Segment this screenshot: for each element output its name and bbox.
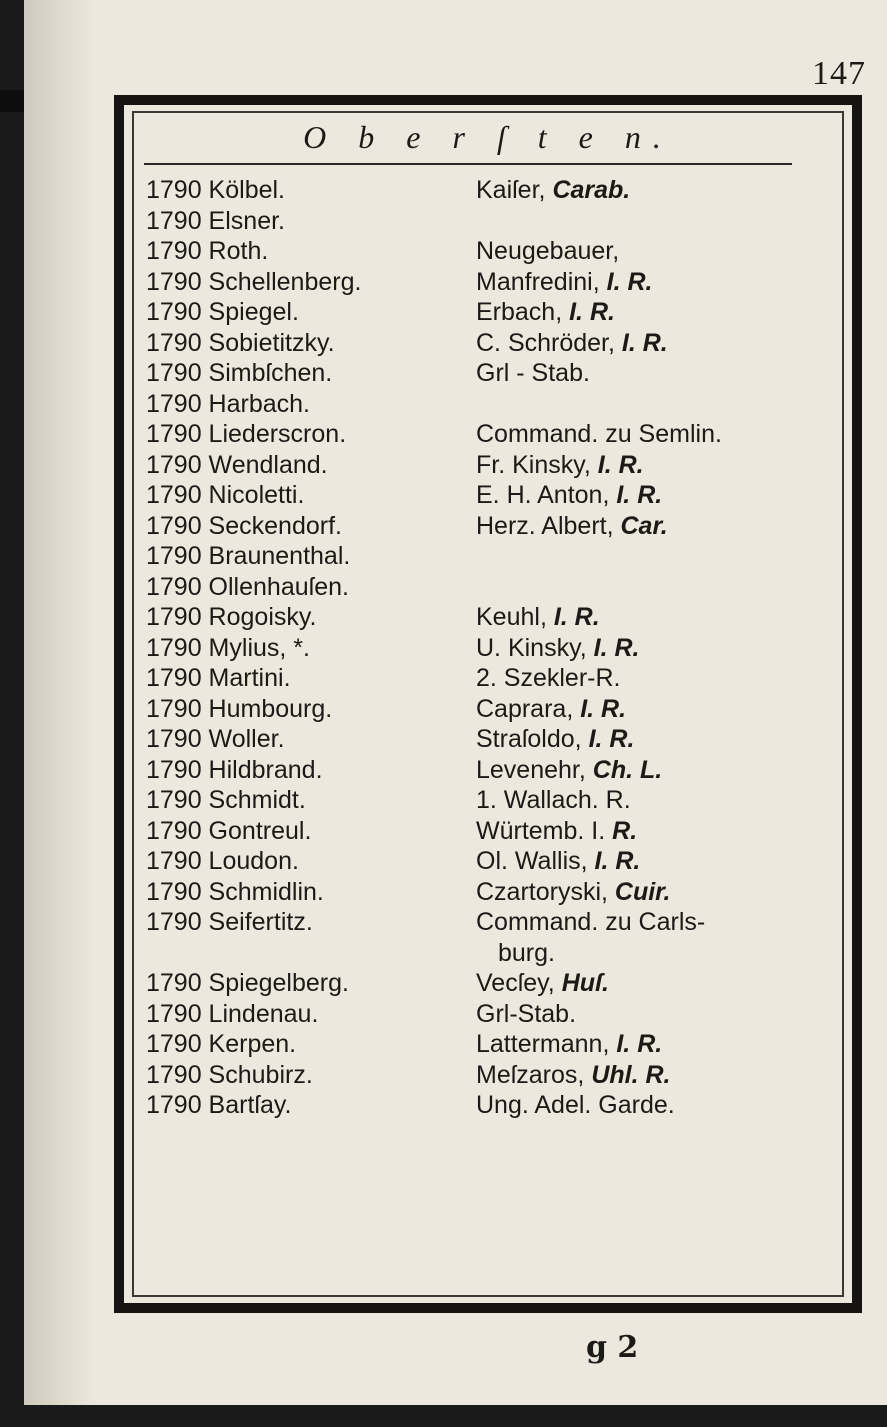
officer-assignment (476, 480, 842, 511)
officer-assignment (476, 755, 842, 786)
assignment-unit: Uhl. R. (591, 1060, 671, 1089)
officer-name: 1790 Sobietitzky. (146, 328, 335, 357)
officer-row (146, 846, 842, 877)
assignment-unit: I. R. (588, 725, 635, 753)
officer-list (146, 175, 842, 1121)
officer-assignment (476, 785, 842, 816)
assignment-unit: I. R. (597, 450, 644, 479)
officer-row (146, 1029, 842, 1060)
officer-assignment (476, 724, 842, 755)
assignment-text: 2. Szekler-R. (476, 664, 621, 692)
officer-row (146, 785, 842, 816)
officer-row (146, 694, 842, 725)
assignment-text: Command. zu Semlin. (476, 420, 722, 448)
assignment-unit: Ch. L. (592, 755, 663, 784)
officer-row (146, 907, 842, 968)
assignment-unit: I. R. (616, 1030, 663, 1058)
officer-name: 1790 Kerpen. (146, 1030, 297, 1058)
officer-name: 1790 Schmidlin. (146, 877, 324, 906)
assignment-text: Fr. Kinsky, (476, 450, 598, 479)
officer-name: 1790 Bartſay. (146, 1091, 292, 1119)
assignment-unit: Huſ. (561, 969, 609, 997)
officer-row (146, 450, 842, 481)
officer-assignment (476, 541, 842, 572)
officer-name: 1790 Spiegel. (146, 298, 299, 326)
officer-assignment (476, 236, 842, 267)
officer-name: 1790 Kölbel. (146, 176, 286, 204)
officer-name: 1790 Braunenthal. (146, 542, 351, 570)
assignment-unit: I. R. (594, 847, 641, 875)
officer-row (146, 663, 842, 694)
assignment-text: Ung. Adel. Garde. (476, 1091, 675, 1119)
officer-assignment (476, 877, 842, 908)
officer-assignment (476, 1029, 842, 1060)
assignment-text: Herz. Albert, (476, 511, 621, 540)
section-title: O b e r ſ t e n. (303, 119, 673, 155)
officer-row (146, 267, 842, 298)
officer-name: 1790 Simbſchen. (146, 359, 333, 387)
officer-name: 1790 Roth. (146, 237, 269, 265)
officer-row (146, 297, 842, 328)
signature-mark: g 2 (586, 1330, 639, 1365)
officer-assignment (476, 175, 842, 206)
officer-row (146, 755, 842, 786)
officer-assignment (476, 663, 842, 694)
gutter-shadow (24, 0, 94, 1405)
officer-row (146, 236, 842, 267)
officer-name: 1790 Schmidt. (146, 786, 306, 814)
assignment-continuation: burg. (498, 938, 555, 967)
assignment-text: Command. zu Carls- (476, 908, 706, 936)
assignment-unit: Carab. (552, 176, 631, 204)
assignment-text: 1. Wallach. R. (476, 786, 631, 814)
assignment-unit: Cuir. (614, 877, 671, 906)
binding-edge (0, 90, 24, 112)
assignment-text: Keuhl, (476, 603, 554, 631)
officer-assignment (476, 297, 842, 328)
border-frame (114, 95, 862, 1313)
officer-row (146, 968, 842, 999)
assignment-unit: Car. (620, 511, 668, 540)
assignment-unit: R. (612, 816, 638, 845)
officer-name: 1790 Elsner. (146, 206, 285, 235)
officer-row (146, 389, 842, 420)
assignment-text: Grl-Stab. (476, 999, 577, 1028)
officer-name: 1790 Liederscron. (146, 420, 347, 448)
officer-assignment (476, 1060, 842, 1091)
assignment-text: Grl - Stab. (476, 359, 590, 387)
officer-row (146, 419, 842, 450)
officer-row (146, 633, 842, 664)
assignment-text: Meſzaros, (476, 1060, 592, 1089)
officer-row (146, 602, 842, 633)
officer-row (146, 480, 842, 511)
officer-name: 1790 Gontreul. (146, 816, 312, 845)
officer-name: 1790 Nicoletti. (146, 481, 305, 509)
officer-assignment (476, 572, 842, 603)
officer-row (146, 358, 842, 389)
officer-name: 1790 Lindenau. (146, 999, 319, 1028)
assignment-text: Vecſey, (476, 969, 562, 997)
assignment-unit: I. R. (606, 267, 653, 296)
officer-row (146, 1060, 842, 1091)
officer-assignment (476, 907, 842, 968)
assignment-unit: I. R. (580, 694, 627, 723)
officer-name: 1790 Harbach. (146, 389, 311, 418)
officer-row (146, 572, 842, 603)
officer-row (146, 206, 842, 237)
assignment-text: Neugebauer, (476, 237, 620, 265)
officer-name: 1790 Seckendorf. (146, 511, 342, 540)
page-number: 147 (812, 55, 866, 92)
officer-assignment (476, 267, 842, 298)
officer-assignment (476, 389, 842, 420)
assignment-text: Erbach, (476, 298, 570, 326)
officer-assignment (476, 633, 842, 664)
officer-assignment (476, 816, 842, 847)
book-page (24, 0, 887, 1405)
officer-row (146, 816, 842, 847)
officer-row (146, 999, 842, 1030)
assignment-unit: I. R. (569, 298, 615, 326)
assignment-text: Czartoryski, (476, 877, 615, 906)
officer-name: 1790 Martini. (146, 664, 291, 692)
officer-name: 1790 Humbourg. (146, 694, 333, 723)
officer-name: 1790 Schubirz. (146, 1060, 313, 1089)
officer-row (146, 724, 842, 755)
officer-assignment (476, 1090, 842, 1121)
officer-row (146, 877, 842, 908)
assignment-text: U. Kinsky, (476, 633, 594, 662)
officer-row (146, 541, 842, 572)
assignment-text: Caprara, (476, 694, 581, 723)
officer-assignment (476, 999, 842, 1030)
officer-name: 1790 Loudon. (146, 847, 299, 875)
officer-row (146, 328, 842, 359)
assignment-text: Würtemb. I. (476, 816, 613, 845)
officer-name: 1790 Mylius, *. (146, 633, 310, 662)
officer-assignment (476, 511, 842, 542)
assignment-unit: I. R. (621, 328, 668, 357)
officer-row (146, 1090, 842, 1121)
assignment-text: C. Schröder, (476, 328, 622, 357)
officer-name: 1790 Woller. (146, 725, 285, 753)
officer-name: 1790 Rogoisky. (146, 603, 317, 631)
officer-row (146, 175, 842, 206)
assignment-text: Levenehr, (476, 755, 593, 784)
assignment-text: Straſoldo, (476, 725, 589, 753)
officer-row (146, 511, 842, 542)
officer-assignment (476, 450, 842, 481)
officer-assignment (476, 694, 842, 725)
officer-name: 1790 Hildbrand. (146, 755, 323, 784)
assignment-text: E. H. Anton, (476, 481, 617, 509)
assignment-text: Kaiſer, (476, 176, 553, 204)
officer-name: 1790 Seifertitz. (146, 908, 313, 936)
assignment-unit: I. R. (593, 633, 640, 662)
assignment-unit: I. R. (553, 603, 600, 631)
officer-name: 1790 Ollenhauſen. (146, 572, 349, 601)
title-rule (144, 163, 792, 165)
officer-assignment (476, 602, 842, 633)
assignment-text: Lattermann, (476, 1030, 617, 1058)
officer-assignment (476, 328, 842, 359)
officer-name: 1790 Schellenberg. (146, 267, 362, 296)
assignment-unit: I. R. (616, 481, 663, 509)
officer-assignment (476, 968, 842, 999)
assignment-text: Manfredini, (476, 267, 607, 296)
officer-assignment (476, 846, 842, 877)
officer-assignment (476, 419, 842, 450)
officer-name: 1790 Wendland. (146, 450, 328, 479)
officer-name: 1790 Spiegelberg. (146, 969, 349, 997)
officer-assignment (476, 358, 842, 389)
officer-assignment (476, 206, 842, 237)
assignment-text: Ol. Wallis, (476, 847, 595, 875)
